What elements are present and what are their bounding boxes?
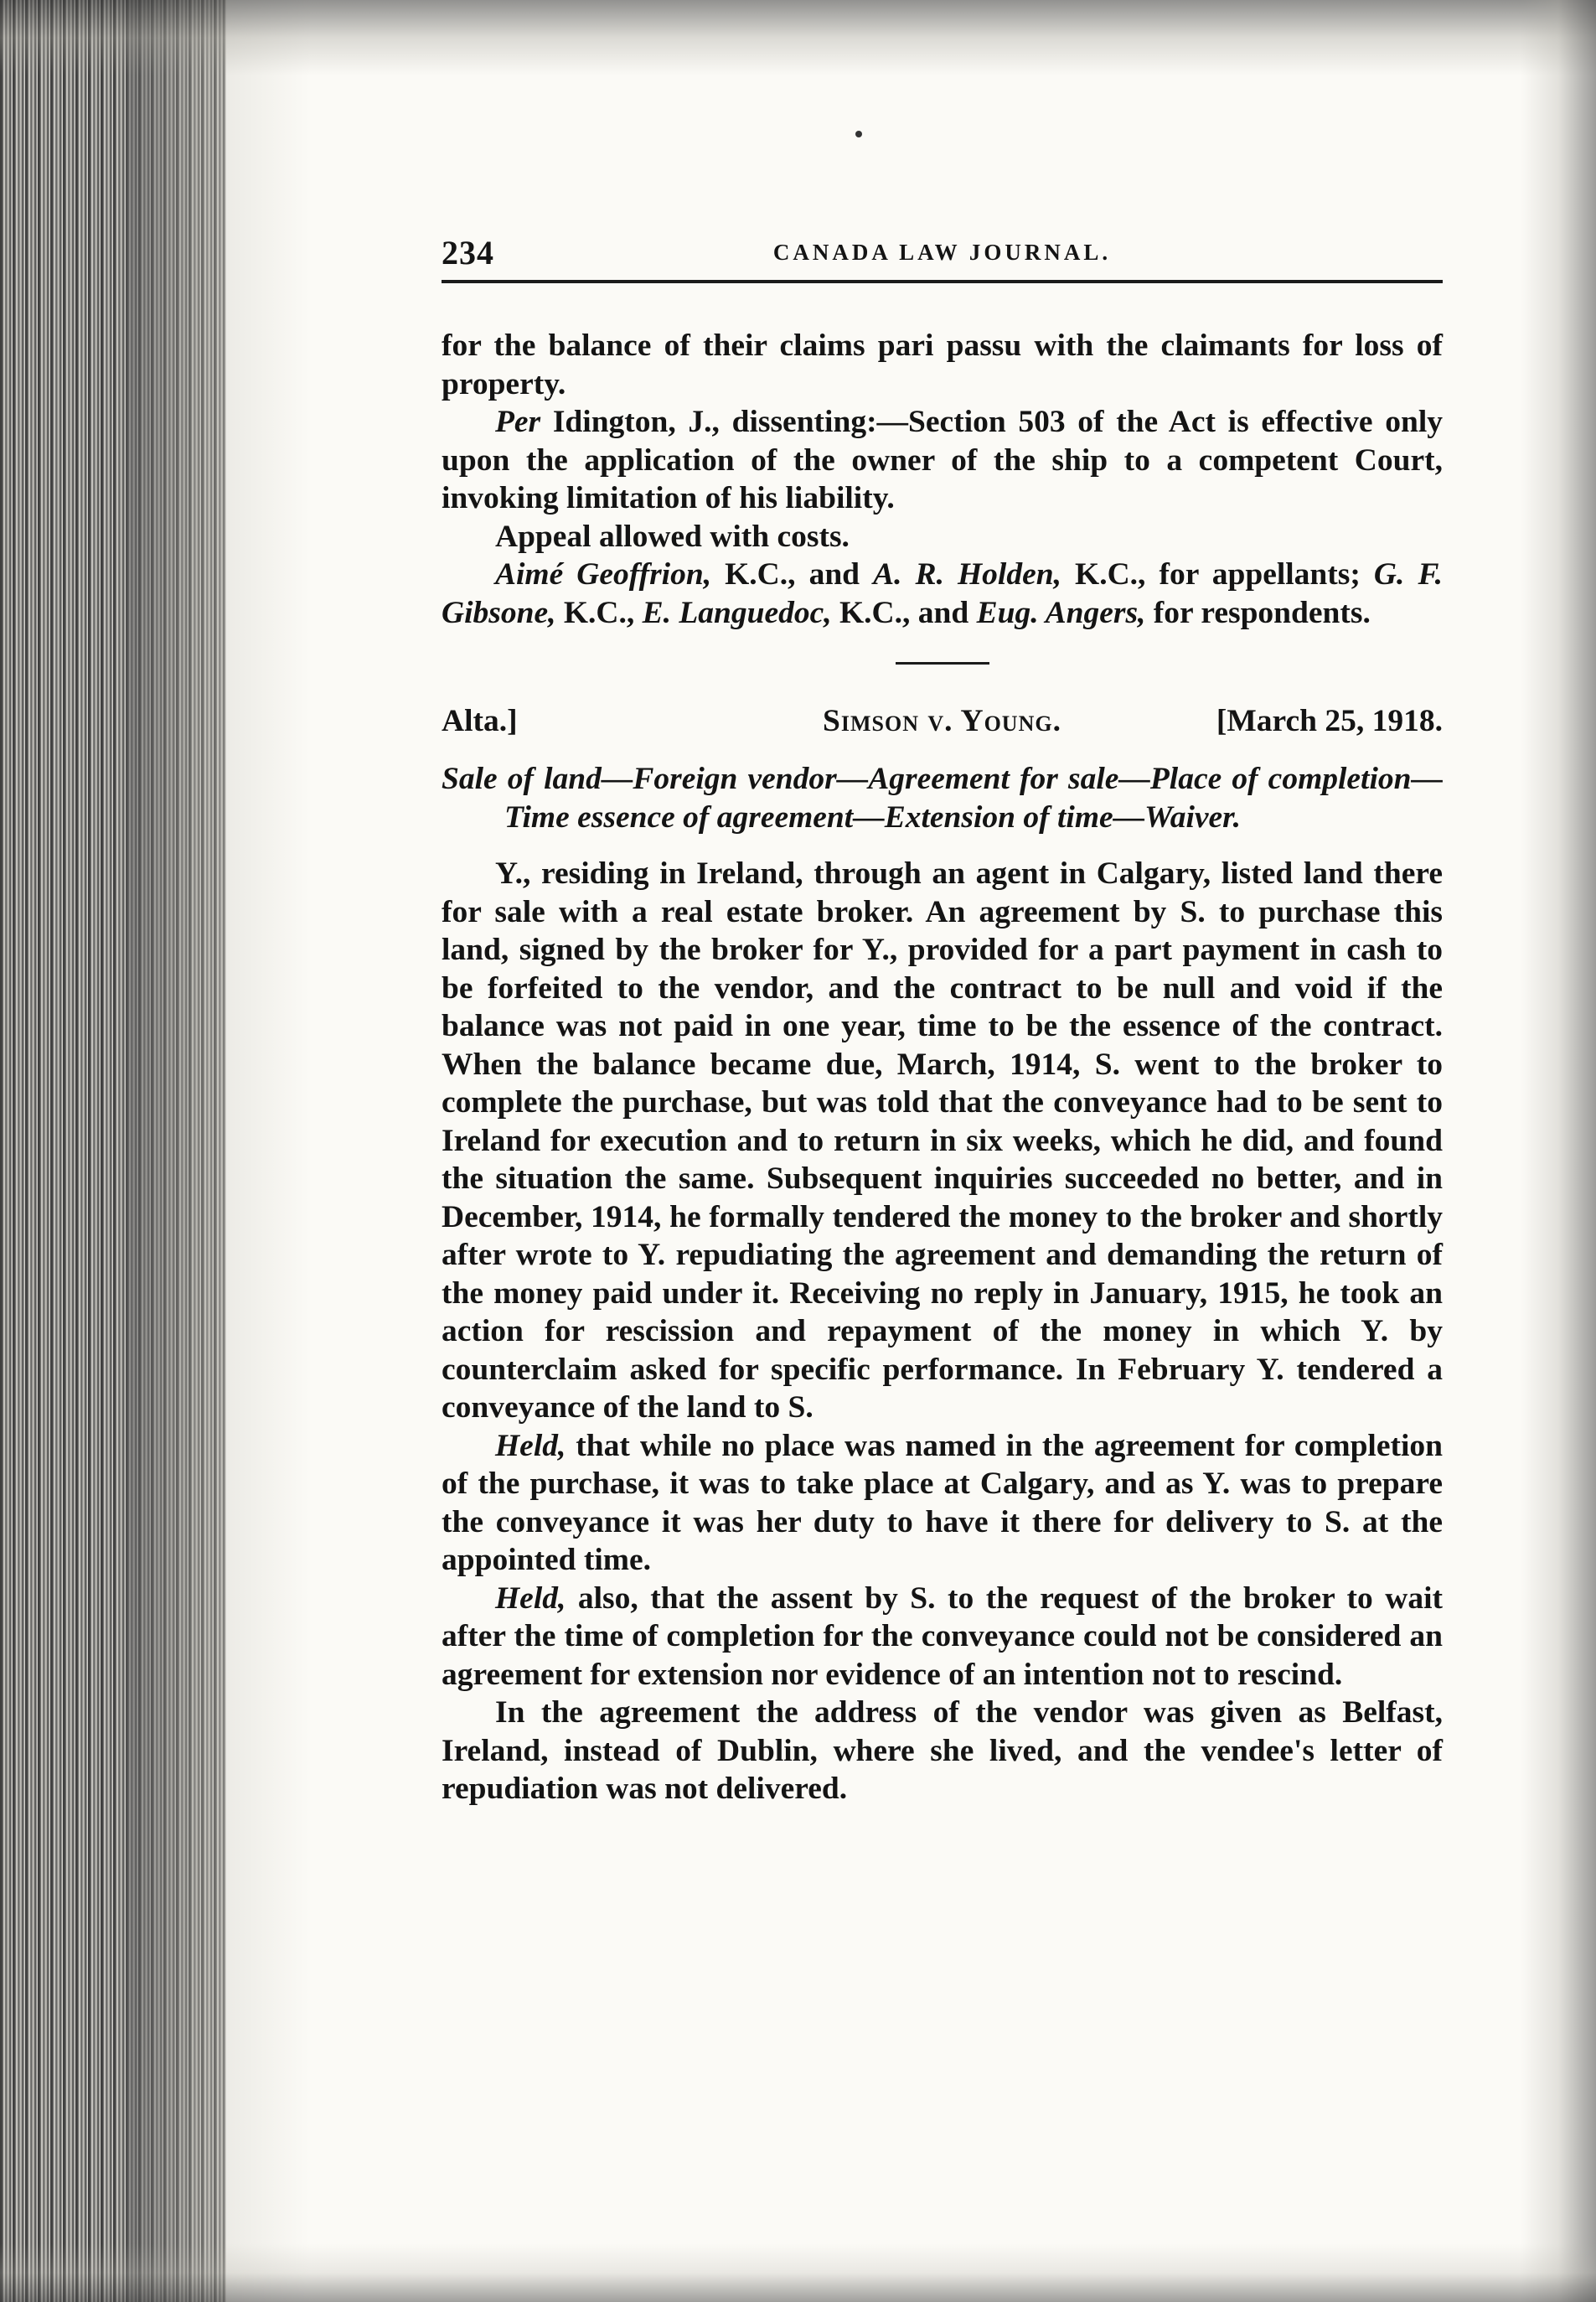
counsel-paragraph <box>442 556 1443 632</box>
disposition-paragraph: Appeal allowed with costs. <box>495 519 850 554</box>
final-paragraph: In the agreement the address of the vendor was given as Belfast, Ireland, instead of Dublin, where she lived, and the vendee's letter of repudiation was not delivered. <box>442 1695 1443 1806</box>
held-paragraph <box>442 1580 1443 1694</box>
case-date: [March 25, 1918. <box>1216 704 1443 738</box>
scan-right-edge <box>1521 0 1596 2302</box>
counsel-text: K.C., and <box>711 557 874 592</box>
dissent-text: Idington, J., dissenting:—Section 503 of the Act is effective only upon the application of the owner of the ship to a competent Court, invoking limitation of his liability. <box>442 405 1443 515</box>
document-page <box>442 228 1443 1808</box>
scan-top-edge <box>0 0 1596 75</box>
case-name: Simson v. Young. <box>823 704 1061 738</box>
case-heading <box>442 703 1443 745</box>
page-number: 234 <box>442 234 494 272</box>
previous-case-paragraph: for the balance of their claims pari passu with the claimants for loss of property. <box>442 328 1443 401</box>
scan-speck <box>855 131 862 137</box>
held-label: Held, <box>495 1580 566 1616</box>
running-head <box>442 228 1443 275</box>
counsel-text: K.C., for appellants; <box>1061 557 1374 592</box>
case-court: Alta.] <box>442 704 518 738</box>
counsel-name: Aimé Geoffrion, <box>495 557 712 592</box>
scan-bottom-edge <box>0 2243 1596 2302</box>
held-paragraph <box>442 1427 1443 1580</box>
journal-title: CANADA LAW JOURNAL. <box>772 240 1112 265</box>
counsel-name: E. Languedoc, <box>642 595 832 630</box>
per-label: Per <box>495 405 541 439</box>
scan-gutter-fade <box>126 0 310 2302</box>
held-label: Held, <box>495 1428 566 1463</box>
facts-paragraph: Y., residing in Ireland, through an agent in Calgary, listed land there for sale with a real estate broker. An agreement by S. to purchase this land, signed by the broker for Y., provided for a part payment in cash to be forfeited to the vendor, and the contract to be null and void if the balance was not paid in one year, time to be the essence of the contract. When the balance became due, March, 1914, S. went to the broker to complete the purchase, but was told that the conveyance had to be sent to Ireland for execution and to return in six weeks, which he did, and found the situation the same. Subsequent inquiries succeeded no better, and in December, 1914, he formally tendered the money to the broker and shortly after wrote to Y. repudiating the agreement and demanding the return of the money paid under it. Receiving no reply in January, 1915, he took an action for rescission and repayment of the money in which Y. by counterclaim asked for specific performance. In February Y. tendered a conveyance of the land to S. <box>442 856 1443 1425</box>
held-text: that while no place was named in the agreement for completion of the purchase, it was to take place at Calgary, and as Y. was to prepare the conveyance it was her duty to have it there for delivery to S. at the appointed time. <box>442 1428 1443 1577</box>
counsel-text: K.C., <box>555 595 643 630</box>
header-rule <box>442 280 1443 283</box>
dissent-paragraph <box>442 403 1443 518</box>
counsel-name: G. F. Gibsone, <box>442 557 1443 630</box>
held-text: also, that the assent by S. to the request of the broker to wait after the time of completion for the conveyance could not be considered an agreement for extension nor evidence of an intention not to rescind. <box>442 1580 1443 1692</box>
counsel-text: K.C., and <box>831 595 977 630</box>
case-headnote: Sale of land—Foreign vendor—Agreement for sale—Place of completion—Time essence of agreement—Extension of time—Waiver. <box>442 762 1443 835</box>
section-divider <box>896 662 989 665</box>
counsel-name: Eug. Angers, <box>976 595 1146 630</box>
counsel-name: A. R. Holden, <box>873 557 1061 592</box>
counsel-text: for respondents. <box>1145 595 1371 630</box>
